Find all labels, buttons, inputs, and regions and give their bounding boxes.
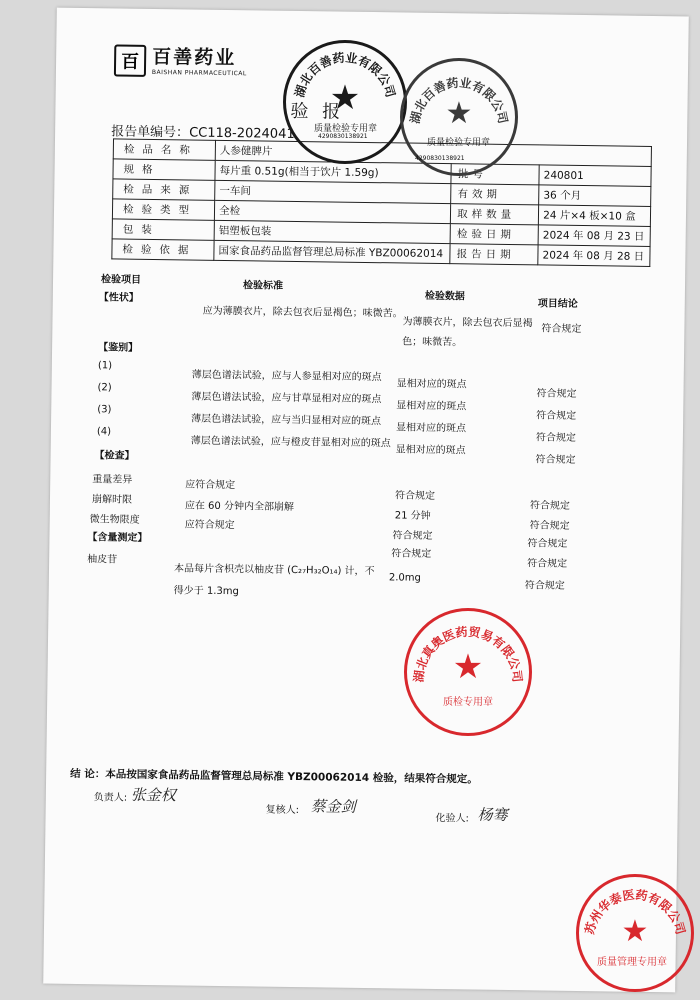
properties-result: 符合规定 xyxy=(541,323,582,335)
test-date-value: 2024 年 08 月 23 日 xyxy=(538,225,650,247)
spec-value: 每片重 0.51g(相当于饮片 1.59g) xyxy=(215,160,451,183)
svg-text:苏州华泰医药有限公司 xyxy=(581,887,687,936)
company-logo xyxy=(114,44,247,78)
seal-name: 苏州华泰医药有限公司 xyxy=(582,887,688,936)
reviewer-label: 复核人: xyxy=(265,804,300,817)
seal-star-icon: ★ xyxy=(445,95,473,131)
validity-label: 有效期 xyxy=(451,184,539,205)
responsible-signature: 张金权 xyxy=(130,785,176,805)
insp-item-std: 应符合规定 xyxy=(184,519,235,532)
id-item-data: 显相对应的斑点 xyxy=(396,378,467,391)
report-title-partial: 验 报 xyxy=(290,100,345,123)
seal-name: 湖北百善药业有限公司 xyxy=(407,75,511,125)
assay-result: 符合规定 xyxy=(524,580,565,592)
company-name-en: BAISHAN PHARMACEUTICAL xyxy=(151,68,247,77)
insp-item-result: 符合规定 xyxy=(529,500,571,512)
seal-sub: 质检专用章 xyxy=(443,697,493,708)
properties-data-1: 为薄膜衣片，除去包衣后显褐 xyxy=(402,316,533,330)
source-label: 检品来源 xyxy=(113,179,215,200)
assay-standard-2: 得少于 1.3mg xyxy=(173,585,239,598)
seal-number: 4290830138921 xyxy=(318,133,368,140)
seal-text-ring xyxy=(286,43,404,161)
insp-item-result: 符合规定 xyxy=(529,520,570,532)
distributor-seal-red xyxy=(404,608,532,736)
sample-label: 取样数量 xyxy=(451,204,539,225)
source-value: 一车间 xyxy=(215,180,451,203)
report-number-label: 报告单编号： xyxy=(111,124,190,141)
id-item-std: 薄层色谱法试验，应与甘草显相对应的斑点 xyxy=(191,391,382,406)
company-seal-gray xyxy=(400,58,518,176)
id-item-no: (4) xyxy=(96,426,112,438)
company-seal-black xyxy=(283,40,407,164)
type-label: 检验类型 xyxy=(112,199,214,220)
col-standard-header: 检验标准 xyxy=(242,280,284,292)
identification-header: 【鉴别】 xyxy=(98,342,139,354)
company-name-cn: 百善药业 xyxy=(152,45,237,69)
col-item-header: 检验项目 xyxy=(100,274,142,286)
sample-value: 24 片×4 板×10 盒 xyxy=(538,205,650,227)
seal-sub: 质量检验专用章 xyxy=(314,124,378,134)
insp-item-name: 微生物限度 xyxy=(89,514,140,526)
spec-label: 规格 xyxy=(113,159,215,180)
id-item-std: 薄层色谱法试验，应与当归显相对应的斑点 xyxy=(191,413,382,428)
report-date-value: 2024 年 08 月 28 日 xyxy=(538,245,650,267)
seal-sub: 质量管理专用章 xyxy=(597,957,667,968)
properties-standard: 应为薄膜衣片，除去包衣后显褐色；味微苦。 xyxy=(202,305,403,320)
insp-item-std: 应符合规定 xyxy=(185,479,236,492)
assay-name: 柚皮苷 xyxy=(87,554,118,566)
report-number-value: CC118-2024041 xyxy=(189,125,295,142)
seal-star-icon: ★ xyxy=(621,913,649,949)
validity-value: 36 个月 xyxy=(539,185,651,207)
inspection-header: 【检查】 xyxy=(94,450,135,462)
assay-result-above: 符合规定 xyxy=(527,558,568,570)
svg-text:湖北百善药业有限公司 xyxy=(291,50,397,99)
properties-data-2: 色；味微苦。 xyxy=(402,336,463,349)
insp-item-std: 应在 60 分钟内全部崩解 xyxy=(184,500,295,513)
id-item-no: (3) xyxy=(97,404,112,416)
assay-header: 【含量测定】 xyxy=(87,532,148,544)
seal-number: 4290830138921 xyxy=(415,155,465,162)
product-name: 人参健脾片 xyxy=(215,140,651,166)
id-item-data: 显相对应的斑点 xyxy=(395,422,467,435)
col-conclusion-header: 项目结论 xyxy=(537,298,578,310)
logo-mark: 百 xyxy=(114,44,146,76)
assay-data-above: 符合规定 xyxy=(391,548,432,560)
id-item-data: 显相对应的斑点 xyxy=(395,444,466,457)
svg-text:湖北真奥医药贸易有限公司 xyxy=(411,624,525,683)
id-item-no: (1) xyxy=(97,360,113,372)
tester-label: 化验人: xyxy=(435,813,470,825)
id-item-result: 符合规定 xyxy=(535,454,576,466)
seal-name: 湖北真奥医药贸易有限公司 xyxy=(411,624,525,683)
svg-text:湖北百善药业有限公司 xyxy=(407,75,510,125)
insp-item-name: 崩解时限 xyxy=(91,494,133,506)
id-item-std: 薄层色谱法试验，应与人参显相对应的斑点 xyxy=(191,369,382,384)
seal-sub: 质量检验专用章 xyxy=(427,138,491,148)
seal-name: 湖北百善药业有限公司 xyxy=(292,50,398,99)
id-item-result: 符合规定 xyxy=(536,388,577,400)
insp-item-result: 符合规定 xyxy=(527,538,568,550)
report-date-label: 报告日期 xyxy=(450,244,538,265)
seal-text-ring xyxy=(407,611,529,733)
id-item-result: 符合规定 xyxy=(535,432,576,444)
seal-text-ring xyxy=(579,877,691,989)
seal-star-icon: ★ xyxy=(452,647,484,687)
assay-data: 2.0mg xyxy=(388,572,421,584)
tester-signature: 杨骞 xyxy=(477,805,508,825)
id-item-no: (2) xyxy=(97,382,112,394)
batch-label: 批号 xyxy=(451,164,539,185)
conclusion-text: 结 论：本品按国家食品药品监督管理总局标准 YBZ00062014 检验，结果符合规定。 xyxy=(70,767,478,786)
batch-value: 240801 xyxy=(539,165,651,187)
reviewer-signature: 蔡金剑 xyxy=(310,797,356,816)
test-date-label: 检验日期 xyxy=(450,224,538,245)
assay-standard-1: 本品每片含枳壳以柚皮苷 (C₂₇H₃₂O₁₄) 计，不 xyxy=(173,563,375,578)
insp-item-data: 21 分钟 xyxy=(394,510,431,522)
id-item-std: 薄层色谱法试验，应与橙皮苷显相对应的斑点 xyxy=(190,435,391,450)
insp-item-name: 重量差异 xyxy=(92,474,133,486)
package-value: 铝塑板包装 xyxy=(214,220,450,243)
pharmacy-seal-red xyxy=(576,874,694,992)
insp-item-data: 符合规定 xyxy=(392,530,433,542)
col-data-header: 检验数据 xyxy=(424,290,465,303)
basis-value: 国家食品药品监督管理总局标准 YBZ00062014 xyxy=(214,240,450,263)
insp-item-data: 符合规定 xyxy=(394,490,436,502)
product-name-label: 检品名称 xyxy=(113,139,215,160)
id-item-result: 符合规定 xyxy=(536,410,577,422)
responsible-label: 负责人: xyxy=(93,792,128,804)
id-item-data: 显相对应的斑点 xyxy=(396,400,467,413)
basis-label: 检验依据 xyxy=(112,239,214,260)
seal-star-icon: ★ xyxy=(329,78,361,118)
properties-header: 【性状】 xyxy=(98,292,139,304)
type-value: 全检 xyxy=(214,200,450,223)
package-label: 包装 xyxy=(112,219,214,240)
